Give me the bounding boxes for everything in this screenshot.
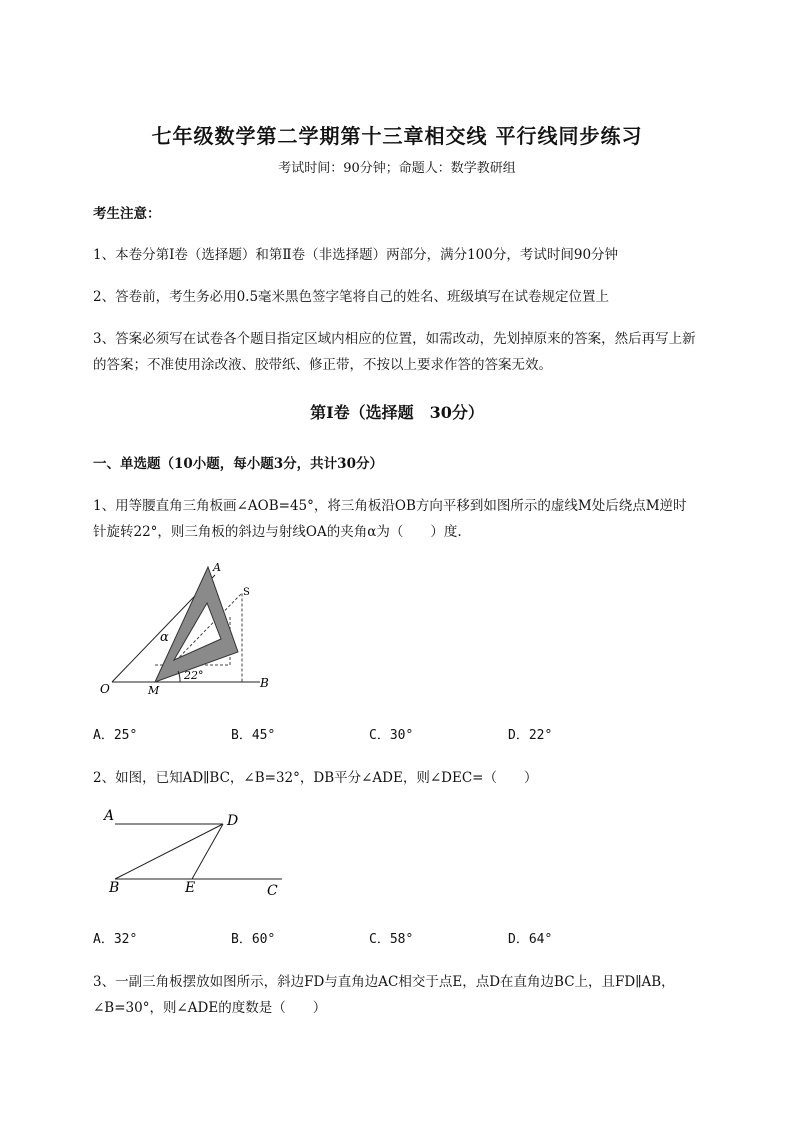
- q2-option-d[interactable]: D．64°: [508, 932, 553, 947]
- page-subtitle: 考试时间：90分钟；命题人：数学教研组: [278, 161, 516, 176]
- notice-item-3: 3、答案必须写在试卷各个题目指定区域内相应的位置，如需改动，先划掉原来的答案，然后再写上新: [93, 331, 696, 347]
- label-s: S: [243, 587, 250, 598]
- q1-option-d[interactable]: D．22°: [508, 728, 553, 743]
- notice-item-2: 2、答卷前，考生务必用0.5毫米黑色签字笔将自己的姓名、班级填写在试卷规定位置上: [93, 289, 610, 305]
- label-d: D: [227, 813, 239, 829]
- notice-heading: 考生注意：: [93, 206, 161, 222]
- question-2-figure: [100, 800, 290, 900]
- q1-option-c[interactable]: C．30°: [369, 728, 414, 743]
- notice-item-1: 1、本卷分第Ⅰ卷（选择题）和第Ⅱ卷（非选择题）两部分，满分100分，考试时间90分钟: [93, 247, 619, 263]
- question-3-line-1: 3、一副三角板摆放如图所示，斜边FD与直角边AC相交于点E，点D在直角边BC上，且FD∥AB，: [93, 974, 675, 990]
- notice-item-3-cont: 的答案；不准使用涂改液、胶带纸、修正带，不按以上要求作答的答案无效。: [93, 357, 552, 373]
- q2-option-b[interactable]: B．60°: [231, 932, 276, 947]
- label-alpha: α: [160, 630, 169, 645]
- q1-option-b[interactable]: B．45°: [231, 728, 276, 743]
- line-bd: [115, 824, 223, 879]
- label-a: A: [213, 561, 221, 574]
- label-c: C: [267, 883, 278, 899]
- label-m: M: [148, 684, 160, 697]
- label-e: E: [185, 880, 196, 896]
- question-3-line-2: ∠B=30°，则∠ADE的度数是（ ）: [93, 1000, 327, 1016]
- question-2-line-1: 2、如图，已知AD∥BC，∠B=32°，DB平分∠ADE，则∠DEC=（ ）: [93, 770, 538, 786]
- question-1-figure: [90, 555, 290, 700]
- label-b: B: [109, 880, 120, 896]
- label-a: A: [104, 808, 115, 824]
- label-b: B: [260, 676, 269, 690]
- page-title: 七年级数学第二学期第十三章相交线 平行线同步练习: [151, 124, 643, 148]
- label-angle: 22°: [184, 669, 204, 682]
- q1-option-a[interactable]: A．25°: [93, 728, 138, 743]
- part-title: 一、单选题（10小题，每小题3分，共计30分）: [93, 456, 383, 472]
- question-1-line-2: 针旋转22°，则三角板的斜边与射线OA的夹角α为（ ）度.: [93, 524, 462, 540]
- q2-option-a[interactable]: A．32°: [93, 932, 138, 947]
- q2-option-c[interactable]: C．58°: [369, 932, 414, 947]
- question-1-line-1: 1、用等腰直角三角板画∠AOB=45°，将三角板沿OB方向平移到如图所示的虚线M处后绕点M逆时: [93, 498, 687, 514]
- label-o: O: [100, 682, 110, 696]
- section-title: 第Ⅰ卷（选择题 30分）: [310, 403, 484, 422]
